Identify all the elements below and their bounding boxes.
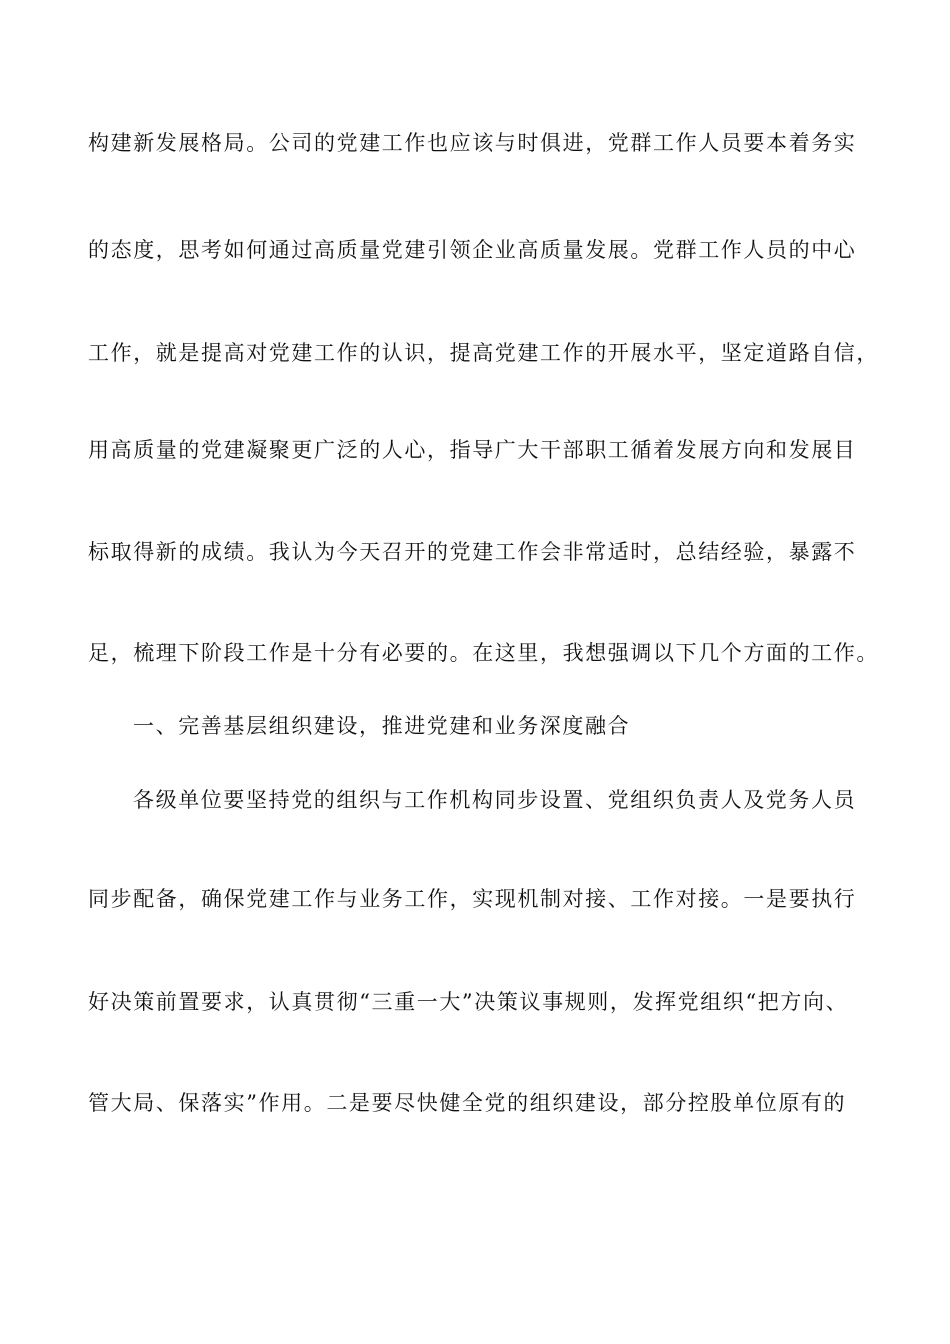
paragraph-line: 构建新发展格局。公司的党建工作也应该与时俱进，党群工作人员要本着务实 bbox=[88, 131, 857, 155]
paragraph-line: 用高质量的党建凝聚更广泛的人心，指导广大干部职工循着发展方向和发展目 bbox=[88, 438, 857, 462]
paragraph-line: 工作，就是提高对党建工作的认识，提高党建工作的开展水平，坚定道路自信， bbox=[88, 341, 879, 365]
paragraph-line: 同步配备，确保党建工作与业务工作，实现机制对接、工作对接。一是要执行 bbox=[88, 887, 857, 911]
paragraph-line: 好决策前置要求，认真贯彻“三重一大”决策议事规则，发挥党组织“把方向、 bbox=[88, 990, 849, 1014]
paragraph-line: 标取得新的成绩。我认为今天召开的党建工作会非常适时，总结经验，暴露不 bbox=[88, 540, 857, 564]
section-heading: 一、完善基层组织建设，推进党建和业务深度融合 bbox=[133, 714, 631, 738]
paragraph-line: 足，梳理下阶段工作是十分有必要的。在这里，我想强调以下几个方面的工作。 bbox=[88, 641, 879, 665]
paragraph-line: 的态度，思考如何通过高质量党建引领企业高质量发展。党群工作人员的中心 bbox=[88, 238, 857, 262]
paragraph-line: 管大局、保落实”作用。二是要尽快健全党的组织建设，部分控股单位原有的 bbox=[88, 1091, 847, 1115]
paragraph-line: 各级单位要坚持党的组织与工作机构同步设置、党组织负责人及党务人员 bbox=[133, 788, 857, 812]
